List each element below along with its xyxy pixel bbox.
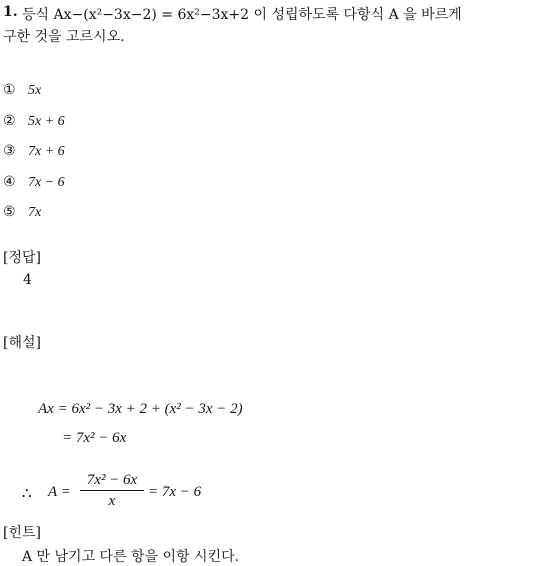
choice-2[interactable] xyxy=(3,113,65,130)
choice-text: 5x xyxy=(28,83,42,98)
solution-fraction xyxy=(80,472,144,510)
problem-line-2: 구한 것을 고르시오. xyxy=(3,29,125,45)
choice-text: 7x xyxy=(28,205,42,220)
choice-4[interactable] xyxy=(3,174,65,191)
fraction-denominator: x xyxy=(108,493,116,509)
solution-line-1: Ax = 6x² − 3x + 2 + (x² − 3x − 2) xyxy=(38,401,243,417)
choice-5[interactable] xyxy=(3,204,41,221)
choice-mark: ③ xyxy=(3,143,16,159)
problem-line-1: 등식 Ax−(x²−3x−2) = 6x²−3x+2 이 성립하도록 다항식 A 을 바르게 xyxy=(22,7,462,23)
choice-text: 7x − 6 xyxy=(28,175,65,190)
answer-value: 4 xyxy=(23,272,32,288)
solution-rhs: = 7x − 6 xyxy=(148,484,202,500)
solution-heading: [해설] xyxy=(3,335,41,351)
choice-text: 7x + 6 xyxy=(28,144,65,159)
choice-mark: ① xyxy=(3,82,16,98)
therefore-symbol: ∴ xyxy=(22,484,32,502)
hint-text: A 만 남기고 다른 항을 이항 시킨다. xyxy=(22,549,240,565)
choice-mark: ④ xyxy=(3,174,16,190)
answer-heading: [정답] xyxy=(3,250,41,266)
fraction-numerator: 7x² − 6x xyxy=(86,472,138,488)
choice-text: 5x + 6 xyxy=(28,114,65,129)
choice-mark: ② xyxy=(3,113,16,129)
hint-heading: [힌트] xyxy=(3,525,41,541)
problem-number: 1. xyxy=(3,4,18,20)
solution-lhs: A = xyxy=(48,484,71,500)
fraction-bar xyxy=(80,490,144,491)
choice-mark: ⑤ xyxy=(3,204,16,220)
solution-line-2: = 7x² − 6x xyxy=(62,430,127,446)
choice-1[interactable] xyxy=(3,82,41,99)
choice-3[interactable] xyxy=(3,143,65,160)
